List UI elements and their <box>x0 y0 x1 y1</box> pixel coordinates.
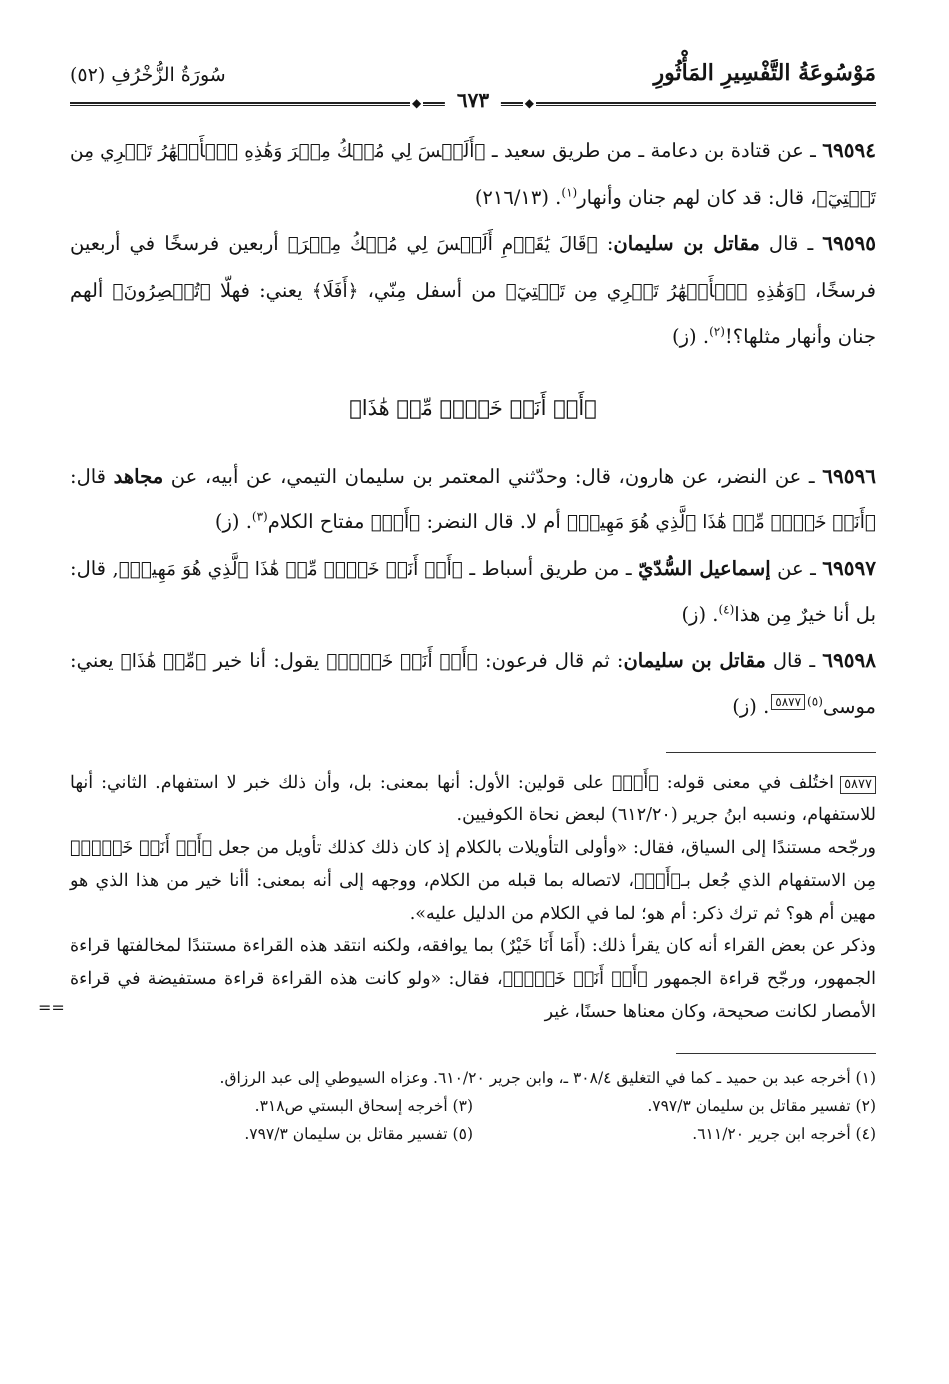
ornament-icon: ◆ <box>412 96 422 110</box>
footnote-ref: (٤) <box>718 602 735 617</box>
footnote-ref: (٥) <box>807 694 823 709</box>
footnote-ref: (١) <box>561 185 578 199</box>
footnote-5: (٥) تفسير مقاتل بن سليمان ٧٩٧/٣. <box>244 1124 473 1143</box>
entry-69594: ٦٩٥٩٤ ـ عن قتادة بن دعامة ـ من طريق سعيد ـ ﴿أَلَيۡسَ لِي مُلۡكُ مِصۡرَ وَهَٰذِهِ ٱلۡأَنۡهَٰرُ تَجۡرِي مِن تَحۡتِيٓ﴾، قال: قد كان لهم جنان وأنهار$^{(١)}$. (٢١٦/١٣) <box>70 138 876 209</box>
book-title: مَوْسُوعَةُ التَّفْسِيرِ المَأْثُورِ <box>653 60 876 86</box>
quran-quote: ﴿مِّنۡ هَٰذَا﴾ <box>120 650 207 672</box>
footnote-2: (٢) تفسير مقاتل بن سليمان ٧٩٧/٣. <box>647 1096 876 1115</box>
quran-quote: ﴿وَهَٰذِهِ ٱلۡأَنۡهَٰرُ تَجۡرِي مِن تَحۡتِيٓ﴾ <box>505 280 806 302</box>
footnote-3: (٣) أخرجه إسحاق البستي ص٣١٨. <box>254 1096 473 1115</box>
quran-quote: ﴿أَمۡ أَنَا۠ خَيۡرٞ مِّنۡ هَٰذَا ٱلَّذِي هُوَ مَهِينٞ﴾ <box>118 558 463 580</box>
ornament-icon: ◆ <box>524 96 534 110</box>
ayah-heading: ﴿أَمۡ أَنَا۠ خَيۡرٞ مِّنۡ هَٰذَا﴾ <box>349 395 597 420</box>
entry-69598: ٦٩٥٩٨ ـ قال مقاتل بن سليمان: ثم قال فرعون: ﴿أَمۡ أَنَا۠ خَيۡرٞ﴾ يقول: أنا خير ﴿مِّنۡ هَٰذَا﴾ يعني: موسى$^{(٥)}$٥٨٧٧. (ز) <box>70 647 876 718</box>
note-separator <box>666 752 876 753</box>
note-paragraph-3: وذكر عن بعض القراء أنه كان يقرأ ذلك: (أَمَا أَنَا خَيْرٌ) بما يوافقه، ولكنه انتقد هذه القراءة مستندًا لمخالفتها قراءة الجمهور، ورجّح قراءة الجمهور ﴿أَمۡ أَنَا۠ خَيۡرٞ﴾، فقال: «ولو كانت هذه القراءة قراءة مستفيضة في قراءة الأمصار لكانت صحيحة، وكان معناها حسنًا، غير == <box>70 930 876 1028</box>
note-paragraph-1: ٥٨٧٧اختُلف في معنى قوله: ﴿أَمۡ﴾ على قولين: الأول: أنها بمعنى: بل، وأن ذلك خبر لا استفهام. الثاني: أنها للاستفهام، ونسبه ابنُ جرير (٦١٢/٢٠) لبعض نحاة الكوفيين. <box>70 772 876 826</box>
note-paragraph-2: ورجّحه مستندًا إلى السياق، فقال: «وأولى التأويلات بالكلام إذ كان ذلك كذلك تأويل من جعل ﴿أَمۡ أَنَا۠ خَيۡرٞ﴾ مِن الاستفهام الذي جُعل بـ﴿أَمۡ﴾، لاتصاله بما قبله من الكلام، ووجهه إلى أنه بمعنى: أأنا خير من هذا الذي هو مهين أم هو؟ ثم ترك ذكر: أم هو؛ لما في الكلام من الدليل عليه». <box>70 838 876 924</box>
quran-quote: ﴿قَالَ يَٰقَوۡمِ أَلَيۡسَ لِي مُلۡكُ مِصۡرَ﴾ <box>287 234 598 255</box>
surah-name: سُورَةُ الزُّخْرُفِ (٥٢) <box>70 64 226 86</box>
entry-69595: ٦٩٥٩٥ ـ قال مقاتل بن سليمان: ﴿قَالَ يَٰقَوۡمِ أَلَيۡسَ لِي مُلۡكُ مِصۡرَ﴾ أربعين فرسخًا في أربعين فرسخًا، ﴿وَهَٰذِهِ ٱلۡأَنۡهَٰرُ تَجۡرِي مِن تَحۡتِيٓ﴾ من أسفل مِنّي، ﴿أَفَلَا﴾ يعني: فهلّا ﴿تُبۡصِرُونَ﴾ ألهم جنان وأنهار مثلها؟!$^{(٢)}$. (ز) <box>70 231 877 348</box>
page <box>38 58 877 1148</box>
note-ref-box: ٥٨٧٧ <box>771 694 805 710</box>
footnote-1: (١) أخرجه عبد بن حميد ـ كما في التغليق ٣٠٨/٤ ـ، وابن جرير ٦١٠/٢٠. وعزاه السيوطي إلى عبد الرزاق. <box>219 1068 876 1087</box>
footnote-separator <box>676 1053 876 1054</box>
entry-69596: ٦٩٥٩٦ ـ عن النضر، عن هارون، قال: وحدّثني المعتمر بن سليمان التيمي، عن أبيه، عن مجاهد قال: ﴿أَنَا۠ خَيۡرٞ مِّنۡ هَٰذَا ٱلَّذِي هُوَ مَهِينٞ﴾ أم لا. قال النضر: ﴿أَمۡ﴾ مفتاح الكلام$^{(٣)}$. (ز) <box>70 463 876 533</box>
quran-quote: ﴿أَمۡ أَنَا۠ خَيۡرٞ﴾ <box>326 650 478 672</box>
entry-69597: ٦٩٥٩٧ ـ عن إسماعيل السُّدّيّ ـ من طريق أسباط ـ ﴿أَمۡ أَنَا۠ خَيۡرٞ مِّنۡ هَٰذَا ٱلَّذِي هُوَ مَهِينٞ﴾, قال: بل أنا خيرٌ مِن هذا$^{(٤)}$. (ز) <box>70 555 877 626</box>
continuation-mark: == <box>38 998 65 1018</box>
quran-quote: ﴿تُبۡصِرُونَ﴾ <box>112 280 211 302</box>
quran-quote: ﴿أَلَيۡسَ لِي مُلۡكُ مِصۡرَ وَهَٰذِهِ ٱلۡأَنۡهَٰرُ تَجۡرِي مِن تَحۡتِيٓ﴾ <box>70 141 876 209</box>
quran-quote: ﴿أَفَلَا﴾ <box>311 280 359 302</box>
footnote-grid <box>70 1092 876 1148</box>
page-number: ٦٧٣ <box>445 88 501 112</box>
footnote-4: (٤) أخرجه ابن جرير ٦١١/٢٠. <box>692 1124 876 1143</box>
footnote-ref: (٢) <box>709 324 725 339</box>
editor-note <box>38 767 876 1029</box>
footnotes <box>70 1064 876 1148</box>
note-number-box: ٥٨٧٧ <box>840 776 876 794</box>
footnote-ref: (٣) <box>251 509 268 524</box>
quran-quote: ﴿أَمۡ﴾ <box>370 512 421 533</box>
running-header <box>70 58 876 112</box>
quran-quote: ﴿أَنَا۠ خَيۡرٞ مِّنۡ هَٰذَا ٱلَّذِي هُوَ مَهِينٞ﴾ <box>566 512 876 533</box>
